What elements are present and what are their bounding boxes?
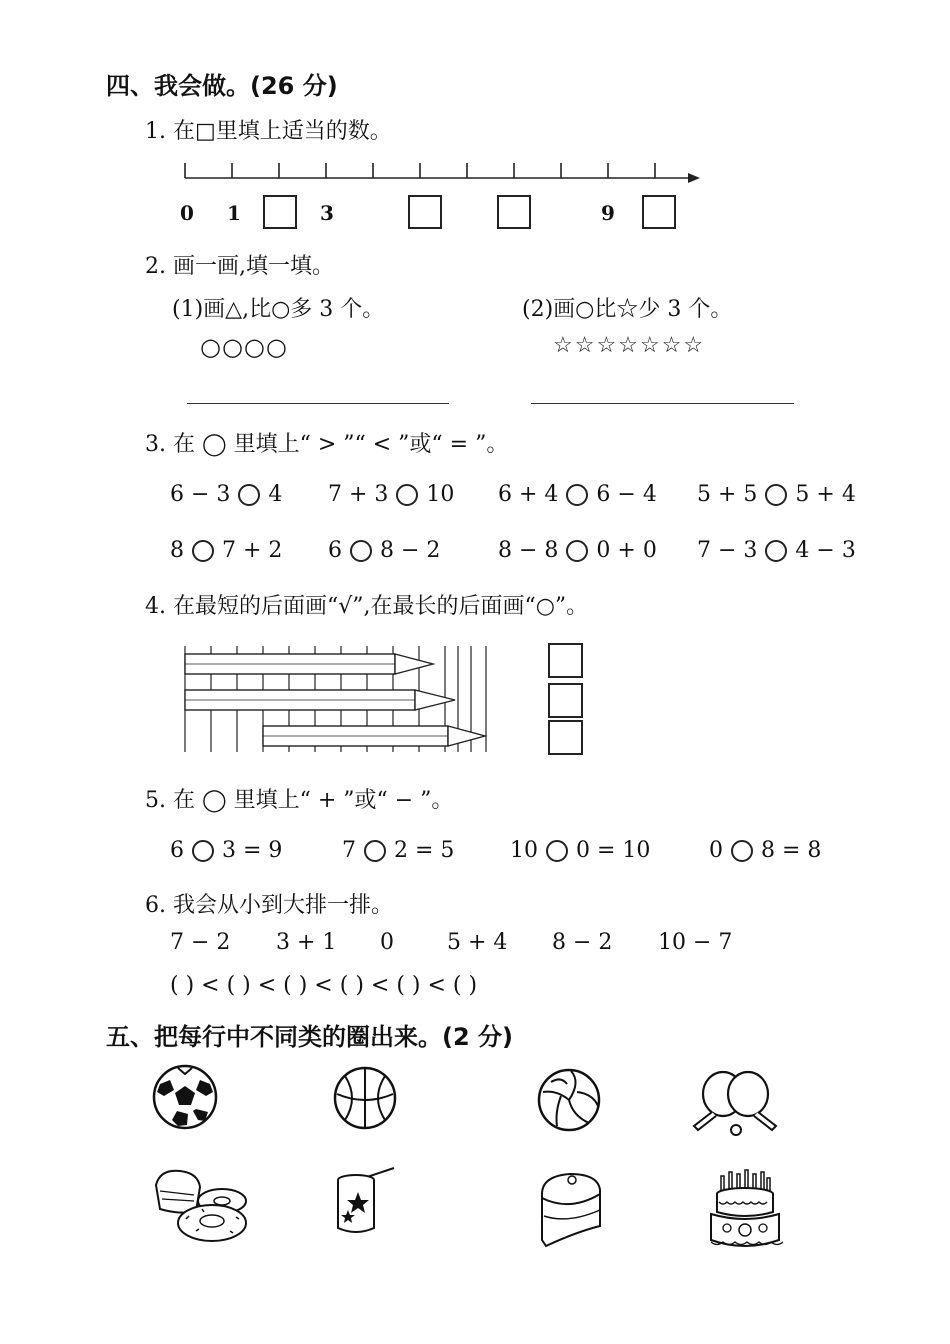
expr-right: 4 − 3 — [795, 538, 856, 563]
expr-left: 10 — [510, 838, 538, 863]
expr-left: 0 — [709, 838, 723, 863]
sign-item — [709, 838, 821, 863]
expr-left: 7 − 3 — [697, 538, 758, 563]
q3-prompt: 3. 在 ◯ 里填上“ > ”“ < ”或“ = ”。 — [145, 432, 509, 457]
expr-right: 2 = 5 — [394, 838, 455, 863]
expr-right: 0 + 0 — [596, 538, 657, 563]
sign-item — [170, 838, 282, 863]
q1-prompt: 1. 在□里填上适当的数。 — [145, 119, 392, 144]
birthday-cake-icon[interactable] — [705, 1166, 785, 1254]
drink-can-icon[interactable] — [334, 1166, 400, 1236]
expr-left: 6 + 4 — [498, 482, 559, 507]
pencil-short — [185, 654, 433, 674]
q6-expr: 3 + 1 — [276, 930, 337, 955]
expr-right: 6 − 4 — [596, 482, 657, 507]
q5-prompt: 5. 在 ◯ 里填上“ + ”或“ − ”。 — [145, 788, 454, 813]
ping-pong-paddles-icon[interactable] — [690, 1068, 782, 1138]
expr-right: 3 = 9 — [222, 838, 283, 863]
q6-expr: 5 + 4 — [447, 930, 508, 955]
expr-right: 8 − 2 — [380, 538, 441, 563]
nl-label-9: 9 — [601, 201, 615, 225]
q2-stars: ☆☆☆☆☆☆☆ — [553, 333, 706, 358]
q2-prompt: 2. 画一画,填一填。 — [145, 254, 334, 279]
q6-prompt: 6. 我会从小到大排一排。 — [145, 893, 393, 918]
expr-left: 6 − 3 — [170, 482, 231, 507]
expr-left: 8 − 8 — [498, 538, 559, 563]
expr-right: 0 = 10 — [576, 838, 651, 863]
q2-circles: ○○○○ — [200, 333, 288, 361]
volleyball-icon[interactable] — [537, 1068, 601, 1132]
expr-right: 5 + 4 — [795, 482, 856, 507]
expr-right: 7 + 2 — [222, 538, 283, 563]
answer-circle[interactable] — [364, 840, 386, 862]
cake-slice-icon[interactable] — [536, 1168, 606, 1250]
expr-left: 5 + 5 — [697, 482, 758, 507]
q6-expr: 10 − 7 — [658, 930, 733, 955]
answer-circle[interactable] — [546, 840, 568, 862]
expr-left: 8 — [170, 538, 184, 563]
nl-label-3: 3 — [320, 201, 334, 225]
expr-left: 7 — [342, 838, 356, 863]
answer-box[interactable] — [548, 683, 583, 718]
expr-left: 6 — [170, 838, 184, 863]
expr-left: 6 — [328, 538, 342, 563]
pencil-long — [185, 690, 455, 710]
q6-expr: 8 − 2 — [552, 930, 613, 955]
pencil-offset — [263, 726, 485, 746]
section5-title: 五、把每行中不同类的圈出来。(2 分) — [106, 1023, 513, 1051]
answer-box[interactable] — [548, 720, 583, 755]
q6-answer-row[interactable]: ( ) < ( ) < ( ) < ( ) < ( ) < ( ) — [170, 973, 478, 998]
answer-box[interactable] — [548, 643, 583, 678]
sign-item — [342, 838, 454, 863]
basketball-icon[interactable] — [333, 1066, 397, 1130]
q4-prompt: 4. 在最短的后面画“√”,在最长的后面画“○”。 — [145, 594, 589, 619]
q6-expr: 0 — [380, 930, 394, 955]
answer-circle[interactable] — [192, 840, 214, 862]
section4-title: 四、我会做。(26 分) — [106, 72, 338, 100]
expr-left: 7 + 3 — [328, 482, 389, 507]
answer-circle[interactable] — [731, 840, 753, 862]
nl-label-0: 0 — [180, 201, 194, 225]
soccer-ball-icon[interactable] — [152, 1064, 218, 1130]
expr-right: 10 — [426, 482, 455, 507]
nl-label-1: 1 — [227, 201, 241, 225]
q6-expr: 7 − 2 — [170, 930, 231, 955]
expr-right: 8 = 8 — [761, 838, 822, 863]
sign-item — [510, 838, 650, 863]
q2-part2: (2)画○比☆少 3 个。 — [522, 297, 733, 322]
q2-part1: (1)画△,比○多 3 个。 — [172, 297, 385, 322]
bread-and-donuts-icon[interactable] — [150, 1163, 255, 1248]
expr-right: 4 — [268, 482, 283, 507]
